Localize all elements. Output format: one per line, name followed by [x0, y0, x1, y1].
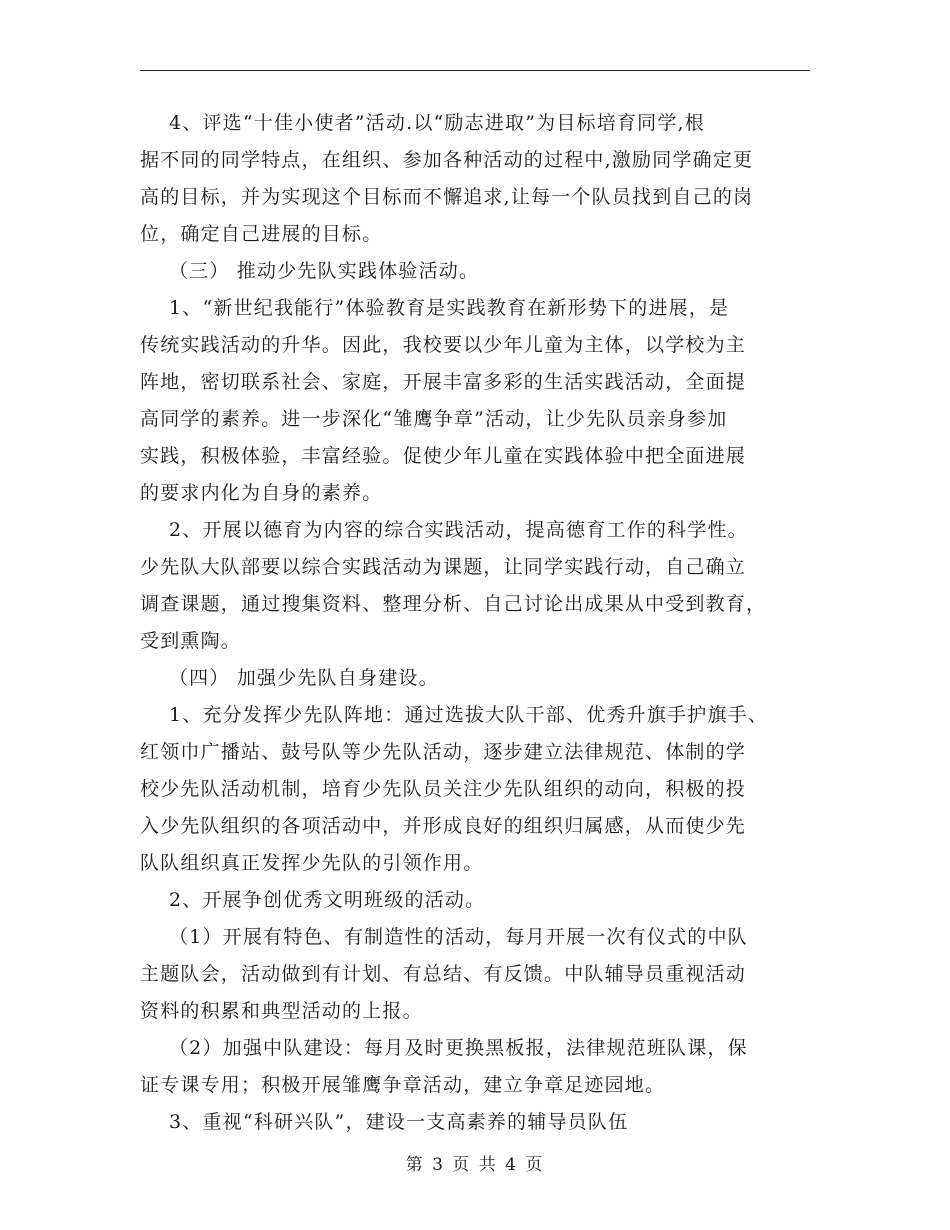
section-heading: （四） 加强少先队自身建设。: [140, 667, 439, 689]
document-body: [140, 105, 820, 1141]
text-line: 3、重视“科研兴队”，建设一支高素养的辅导员队伍: [140, 1111, 629, 1133]
text-line: 少先队大队部要以综合实践活动为课题，让同学实践行动，自己确立: [140, 556, 747, 578]
text-line: 高同学的素养。进一步深化“雏鹰争章”活动，让少先队员亲身参加: [140, 408, 728, 430]
text-line: 2、开展以德育为内容的综合实践活动，提高德育工作的科学性。: [140, 519, 748, 541]
text-line: 证专课专用；积极开展雏鹰争章活动，建立争章足迹园地。: [140, 1074, 666, 1096]
text-line: 校少先队活动机制，培育少先队员关注少先队组织的动向，积极的投: [140, 778, 747, 800]
text-line: 受到熏陶。: [140, 630, 242, 652]
text-line: 调查课题，通过搜集资料、整理分析、自己讨论出成果从中受到教育，: [140, 593, 767, 615]
text-line: 红领巾广播站、鼓号队等少先队活动，逐步建立法律规范、体制的学: [140, 741, 747, 763]
text-line: 主题队会，活动做到有计划、有总结、有反馈。中队辅导员重视活动: [140, 963, 747, 985]
text-line: 入少先队组织的各项活动中，并形成良好的组织归属感，从而使少先: [140, 815, 747, 837]
text-line: 阵地，密切联系社会、家庭，开展丰富多彩的生活实践活动，全面提: [140, 371, 747, 393]
text-line: 2、开展争创优秀文明班级的活动。: [140, 889, 486, 911]
text-line: 1、充分发挥少先队阵地：通过选拔大队干部、优秀升旗手护旗手、: [140, 704, 769, 726]
text-line: （1）开展有特色、有制造性的活动，每月开展一次有仪式的中队: [140, 926, 748, 948]
text-line: （2）加强中队建设：每月及时更换黑板报，法律规范班队课，保: [140, 1037, 748, 1059]
text-line: 传统实践活动的升华。因此，我校要以少年儿童为主体，以学校为主: [140, 334, 747, 356]
section-heading: （三） 推动少先队实践体验活动。: [140, 260, 480, 282]
text-line: 据不同的同学特点，在组织、参加各种活动的过程中,激励同学确定更: [140, 149, 754, 171]
text-line: 1、“新世纪我能行”体验教育是实践教育在新形势下的进展，是: [140, 297, 730, 319]
page-number: 第 3 页 共 4 页: [405, 1155, 545, 1175]
text-line: 资料的积累和典型活动的上报。: [140, 1000, 423, 1022]
header-rule: [140, 70, 810, 71]
text-line: 实践，积极体验，丰富经验。促使少年儿童在实践体验中把全面进展: [140, 445, 747, 467]
text-line: 的要求内化为自身的素养。: [140, 482, 383, 504]
text-line: 4、评选“十佳小使者”活动.以“励志进取”为目标培育同学,根: [140, 112, 705, 134]
text-line: 高的目标，并为实现这个目标而不懈追求,让每一个队员找到自己的岗: [140, 186, 754, 208]
text-line: 队队组织真正发挥少先队的引领作用。: [140, 852, 484, 874]
text-line: 位，确定自己进展的目标。: [140, 223, 383, 245]
